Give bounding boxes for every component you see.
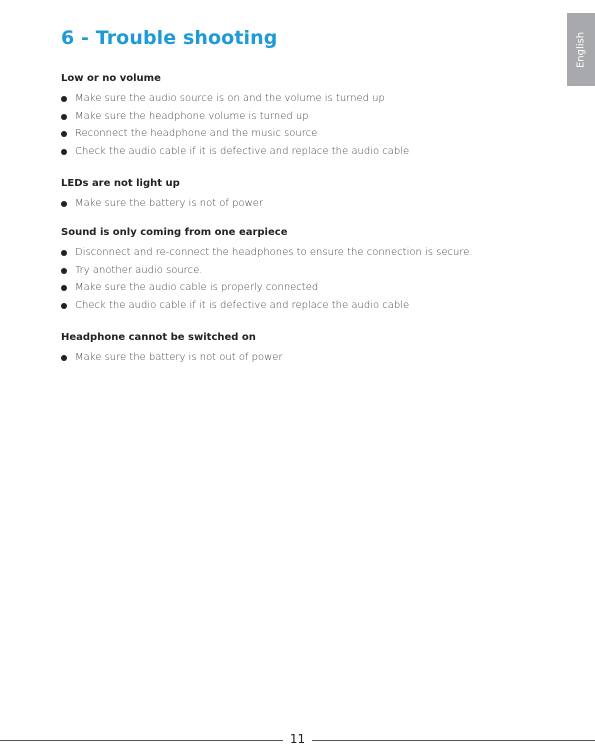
list-item-text: Reconnect the headphone and the music source (75, 128, 318, 139)
bullet-icon (61, 303, 67, 309)
list-item (61, 262, 473, 280)
list-item (61, 195, 263, 213)
list-item-text: Make sure the audio cable is properly connected (75, 282, 319, 293)
list-item (61, 143, 409, 161)
bullet-icon (61, 250, 67, 256)
section-leds (61, 177, 263, 213)
list-item-text: Disconnect and re-connect the headphones to ensure the connection is secure. (75, 247, 473, 258)
list-item-text: Try another audio source. (75, 264, 203, 276)
list-item (61, 279, 473, 297)
bullet-list (61, 90, 409, 160)
list-item (61, 125, 409, 143)
bullet-icon (61, 114, 67, 120)
section-heading: Low or no volume (61, 73, 161, 84)
list-item (61, 90, 409, 108)
list-item-text: Check the audio cable if it is defective and replace the audio cable (75, 299, 410, 311)
list-item (61, 108, 409, 126)
page-number: 11 (289, 732, 306, 746)
list-item-text: Check the audio cable if it is defective and replace the audio cable (75, 145, 410, 157)
language-tab (567, 13, 595, 86)
footer-rule-left (0, 740, 283, 741)
section-heading: Sound is only coming from one earpiece (61, 227, 288, 238)
bullet-icon (61, 96, 67, 102)
list-item-text: Make sure the headphone volume is turned up (75, 110, 309, 122)
bullet-icon (61, 268, 67, 274)
list-item-text: Make sure the battery is not out of power (75, 352, 283, 363)
bullet-icon (61, 201, 67, 207)
section-heading: Headphone cannot be switched on (61, 332, 256, 343)
bullet-icon (61, 131, 67, 137)
section-low-volume (61, 72, 409, 160)
bullet-icon (61, 149, 67, 155)
bullet-list (61, 195, 263, 213)
list-item (61, 297, 473, 315)
section-one-earpiece (61, 226, 473, 314)
list-item-text: Make sure the battery is not of power (75, 198, 264, 209)
page-title: 6 - Trouble shooting (61, 27, 278, 49)
section-cannot-switch-on (61, 331, 283, 367)
bullet-icon (61, 355, 67, 361)
bullet-icon (61, 285, 67, 291)
footer-rule-right (312, 740, 595, 741)
list-item (61, 244, 473, 262)
section-heading: LEDs are not light up (61, 178, 180, 189)
bullet-list (61, 349, 283, 367)
list-item-text: Make sure the audio source is on and the volume is turned up (75, 93, 385, 104)
language-tab-label: English (575, 31, 587, 68)
list-item (61, 349, 283, 367)
bullet-list (61, 244, 473, 314)
